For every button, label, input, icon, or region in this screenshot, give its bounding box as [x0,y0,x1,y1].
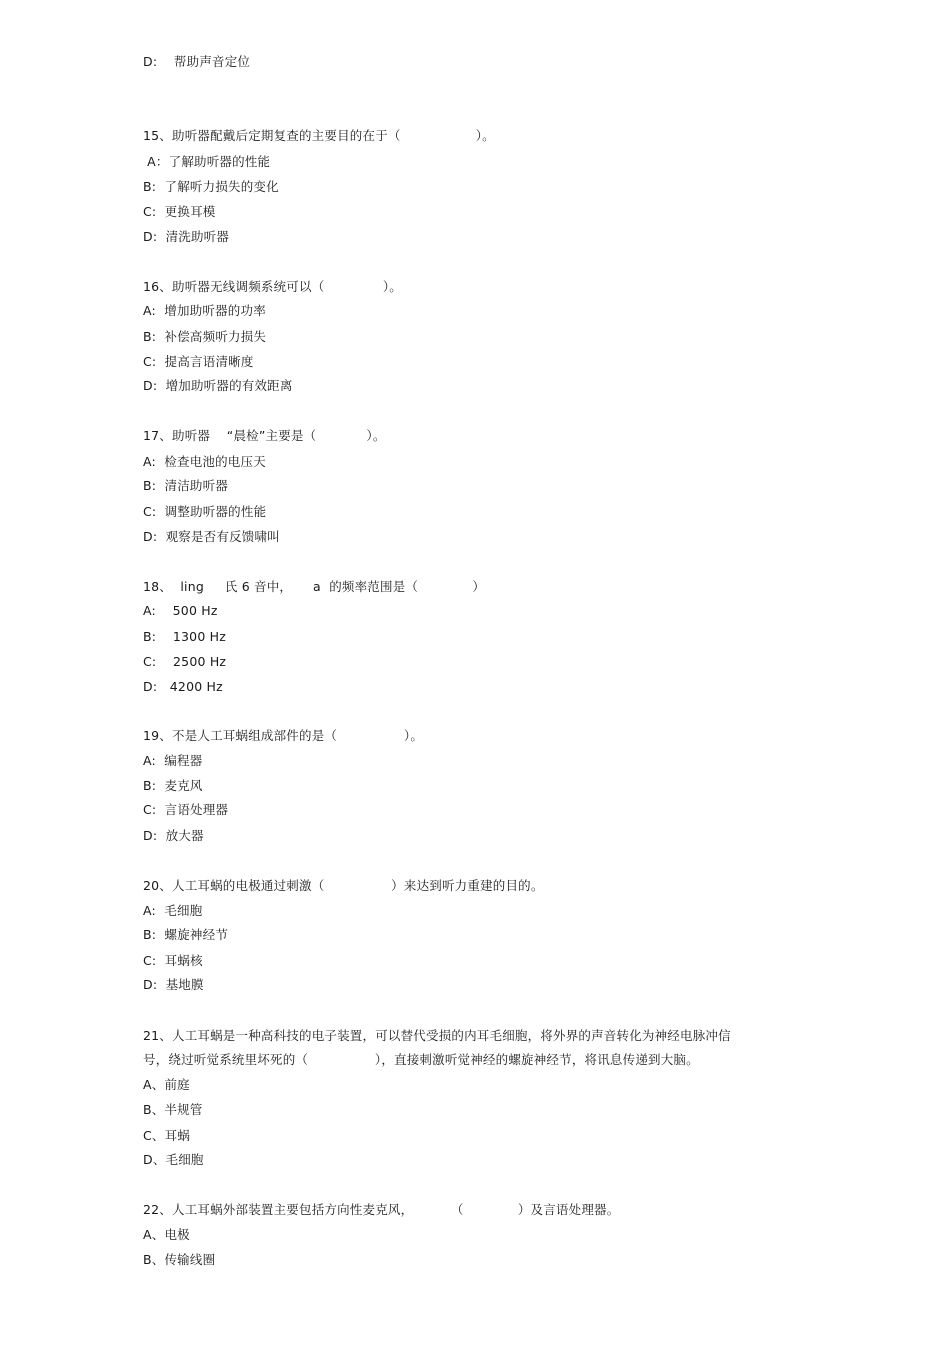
option-line: A: 检查电池的电压天 [143,454,266,469]
option-line: C、耳蜗 [143,1128,191,1143]
option-line: A：了解助听器的性能 [143,154,271,169]
option-line: D: 基地膜 [143,977,204,992]
option-line: 21、人工耳蜗是一种高科技的电子装置，可以替代受损的内耳毛细胞，将外界的声音转化为神经电脉冲信 [143,1028,731,1043]
option-line: B: 了解听力损失的变化 [143,179,279,194]
option-line: B、半规管 [143,1102,203,1117]
question-line: 22、人工耳蜗外部装置主要包括方向性麦克风， （ ）及言语处理器。 [143,1202,620,1217]
question-line: 20、人工耳蜗的电极通过刺激（ ）来达到听力重建的目的。 [143,878,544,893]
option-line: A、前庭 [143,1077,190,1092]
option-line: D: 增加助听器的有效距离 [143,378,293,393]
option-line: C: 耳蜗核 [143,953,203,968]
option-line: C: 调整助听器的性能 [143,504,267,519]
option-line: A: 500 Hz [143,603,218,618]
option-line: C: 言语处理器 [143,802,229,817]
option-line: C: 提高言语清晰度 [143,354,254,369]
option-line: D、毛细胞 [143,1152,204,1167]
option-line: D: 帮助声音定位 [143,54,251,69]
option-line: A: 增加助听器的功率 [143,303,266,318]
option-line: B: 补偿高频听力损失 [143,329,267,344]
option-line: A: 编程器 [143,753,203,768]
question-line: 18、 ling 氏 6 音中， a 的频率范围是（ ） [143,579,486,594]
option-line: C: 2500 Hz [143,654,227,669]
option-line: B、传输线圈 [143,1252,216,1267]
option-line: B: 麦克风 [143,778,203,793]
option-line: A: 毛细胞 [143,903,203,918]
option-line: D: 清洗助听器 [143,229,230,244]
option-line: 号，绕过听觉系统里坏死的（ ），直接刺激听觉神经的螺旋神经节，将讯息传递到大脑。 [143,1052,699,1067]
option-line: D: 4200 Hz [143,679,223,694]
option-line: B: 清洁助听器 [143,478,229,493]
option-line: B: 1300 Hz [143,629,227,644]
option-line: B: 螺旋神经节 [143,927,229,942]
option-line: D: 观察是否有反馈啸叫 [143,529,280,544]
option-line: D: 放大器 [143,828,204,843]
option-line: C: 更换耳模 [143,204,216,219]
question-line: 16、助听器无线调频系统可以（ ）。 [143,279,402,294]
question-line: 15、助听器配戴后定期复查的主要目的在于（ ）。 [143,128,495,143]
option-line: A、电极 [143,1227,190,1242]
question-line: 19、不是人工耳蜗组成部件的是（ ）。 [143,728,424,743]
question-line: 17、助听器 “晨检”主要是（ ）。 [143,428,386,443]
